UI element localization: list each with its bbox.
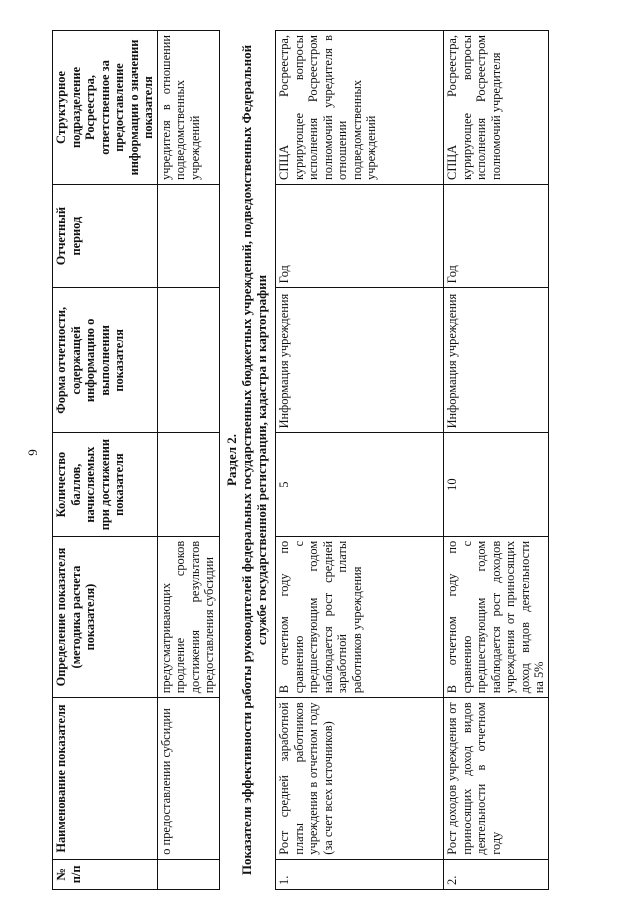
table-row — [444, 31, 549, 890]
table-cell: учредителя в отношении подведомственных учреждений — [157, 31, 219, 185]
table-header-row — [53, 31, 158, 890]
table-cell — [157, 433, 219, 536]
header-responsible-unit: Структурное подразделение Росреестра, ответственное за предоставление информации о значении показателя — [53, 31, 158, 185]
table-row — [157, 31, 219, 890]
page-number: 9 — [25, 449, 40, 456]
header-points: Количество баллов, начисляемых при достижении показателя — [53, 433, 158, 536]
section-cell — [219, 31, 276, 890]
table-cell: СПЦА Росреестра, курирующее вопросы исполнения Росреестром полномочий учредителя в отношении подведомственных учреждений — [276, 31, 444, 185]
table-cell: Рост доходов учреждения от приносящих доход видов деятельности в отчетном году — [444, 698, 549, 859]
header-report-form: Форма отчетности, содержащей информацию о выполнении показателя — [53, 288, 158, 433]
table-cell: Рост средней заработной платы работников учреждения в отчетном году (за счет всех источников) — [276, 698, 444, 859]
table-cell: Год — [276, 184, 444, 287]
table-cell: 1. — [276, 859, 444, 889]
header-definition: Определение показателя (методика расчета показателя) — [53, 536, 158, 697]
table-cell: 5 — [276, 433, 444, 536]
header-indicator-name: Наименование показателя — [53, 698, 158, 859]
table-cell: 2. — [444, 859, 549, 889]
section-heading: Раздел 2. — [223, 433, 239, 487]
table-cell — [157, 859, 219, 889]
header-number: № п/п — [53, 859, 158, 889]
table-cell — [157, 288, 219, 433]
table-cell: 10 — [444, 433, 549, 536]
section-row — [219, 31, 276, 890]
table-cell: В отчетном году по сравнению с предшествующим годом наблюдается рост средней заработной платы работников учреждения — [276, 536, 444, 697]
header-period: Отчетный период — [53, 184, 158, 287]
table-cell: Информация учреждения — [444, 288, 549, 433]
table-row — [276, 31, 444, 890]
indicators-table — [52, 30, 549, 890]
table-cell: о предоставлении субсидии — [157, 698, 219, 859]
table-cell: Год — [444, 184, 549, 287]
table-cell: Информация учреждения — [276, 288, 444, 433]
section-title: Показатели эффективности работы руководителей федеральных государственных бюджетных учреждений, подведомственных Федеральной службе государственной регистрации, кадастра и картографии — [238, 44, 269, 876]
rotated-page-content — [52, 30, 572, 890]
table-cell — [157, 184, 219, 287]
table-cell: В отчетном году по сравнению с предшествующим годом наблюдается рост доходов учреждения от приносящих доход видов деятельности на 5% — [444, 536, 549, 697]
table-cell: предусматривающих продление сроков достижения результатов предоставления субсидии — [157, 536, 219, 697]
table-cell: СПЦА Росреестра, курирующее вопросы исполнения Росреестром полномочий учредителя — [444, 31, 549, 185]
